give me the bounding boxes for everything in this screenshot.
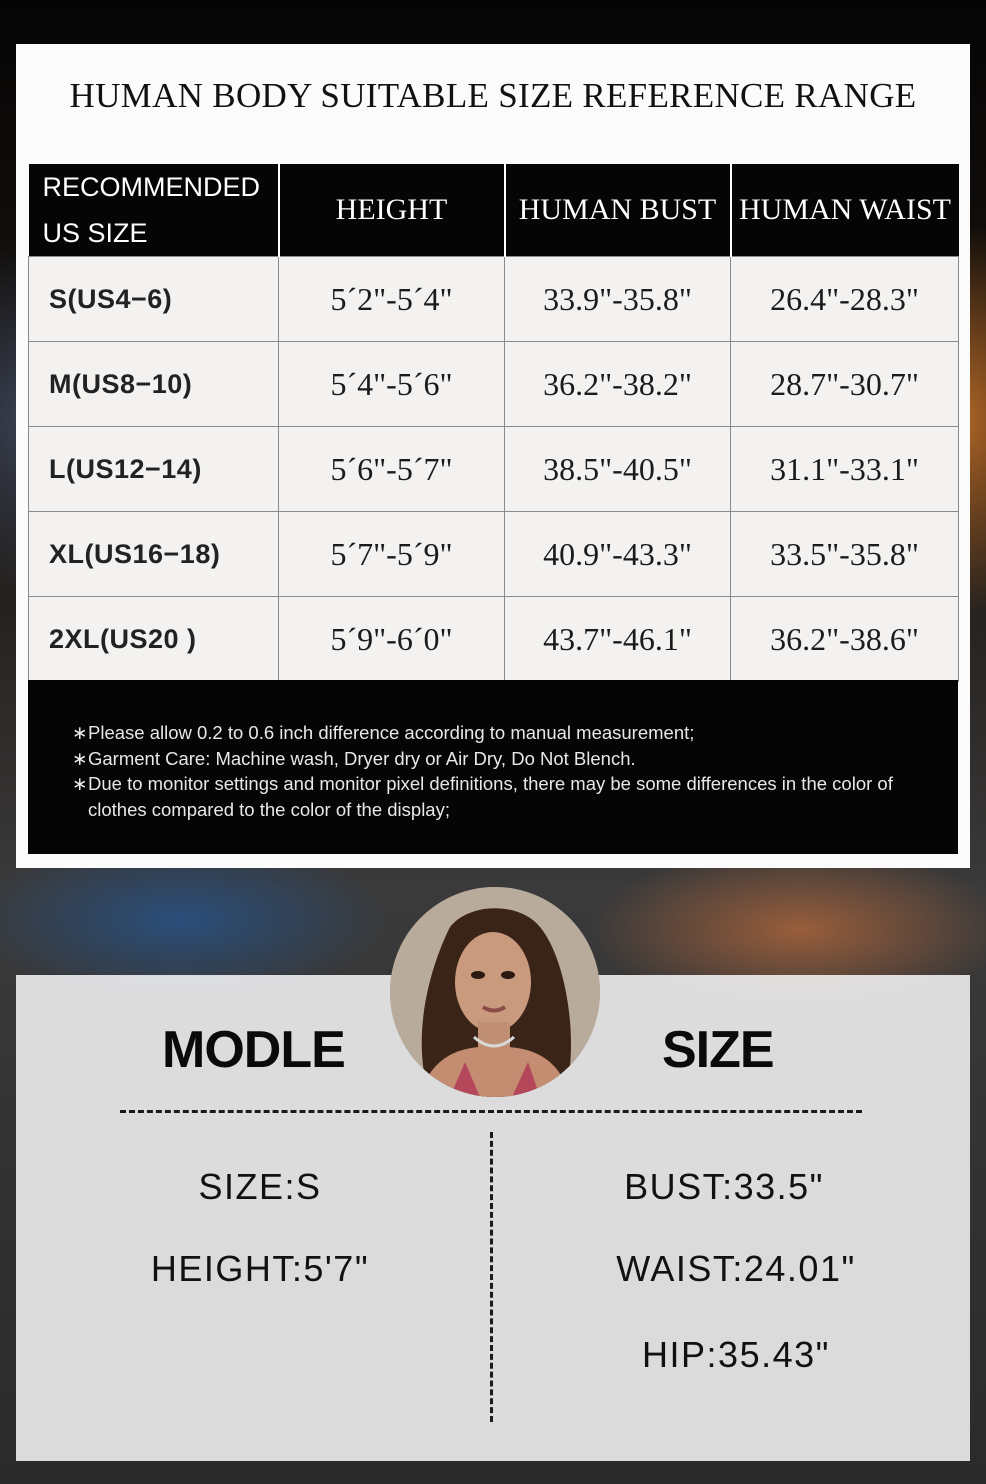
size-cell: M(US8−10) bbox=[29, 342, 279, 427]
vertical-dashed-divider bbox=[490, 1132, 493, 1422]
asterisk-icon: ∗ bbox=[72, 773, 88, 794]
waist-cell: 33.5"-35.8" bbox=[731, 512, 959, 597]
horizontal-dashed-divider bbox=[120, 1110, 862, 1113]
note-text: Garment Care: Machine wash, Dryer dry or Air Dry, Do Not Blench. bbox=[88, 747, 636, 769]
table-header-row bbox=[29, 164, 959, 257]
table-row bbox=[29, 597, 959, 682]
asterisk-icon: ∗ bbox=[72, 722, 88, 743]
model-heading: MODLE bbox=[162, 1021, 345, 1079]
height-cell: 5´6"-5´7" bbox=[279, 427, 505, 512]
bust-cell: 38.5"-40.5" bbox=[505, 427, 731, 512]
header-us-size: US SIZE bbox=[42, 218, 148, 248]
chart-title: HUMAN BODY SUITABLE SIZE REFERENCE RANGE bbox=[69, 76, 917, 115]
size-heading: SIZE bbox=[662, 1021, 774, 1079]
note-item bbox=[72, 720, 918, 746]
table-row bbox=[29, 342, 959, 427]
note-item bbox=[72, 771, 918, 822]
size-cell: S(US4−6) bbox=[29, 257, 279, 342]
waist-cell: 26.4"-28.3" bbox=[731, 257, 959, 342]
notes-box bbox=[28, 680, 958, 854]
model-waist-value: WAIST:24.01" bbox=[616, 1248, 856, 1289]
model-hip-value: HIP:35.43" bbox=[642, 1334, 830, 1375]
size-table bbox=[28, 164, 959, 682]
height-cell: 5´2"-5´4" bbox=[279, 257, 505, 342]
model-size-value: SIZE:S bbox=[198, 1166, 322, 1207]
model-height-value: HEIGHT:5'7" bbox=[150, 1248, 370, 1289]
size-cell: L(US12−14) bbox=[29, 427, 279, 512]
model-portrait-image bbox=[390, 887, 600, 1097]
header-recommended: RECOMMENDED bbox=[42, 172, 261, 202]
bust-cell: 43.7"-46.1" bbox=[505, 597, 731, 682]
bust-cell: 33.9"-35.8" bbox=[505, 257, 731, 342]
note-text: Due to monitor settings and monitor pixel definitions, there may be some differences in the color of clothes compared to the color of the display; bbox=[88, 773, 893, 820]
size-cell: XL(US16−18) bbox=[29, 512, 279, 597]
header-human-bust: HUMAN BUST bbox=[505, 164, 731, 257]
note-item bbox=[72, 746, 918, 772]
asterisk-icon: ∗ bbox=[72, 747, 88, 769]
header-human-waist: HUMAN WAIST bbox=[731, 164, 959, 257]
size-cell: 2XL(US20 ) bbox=[29, 597, 279, 682]
table-row bbox=[29, 427, 959, 512]
header-recommended-us-size bbox=[29, 164, 279, 257]
waist-cell: 36.2"-38.6" bbox=[731, 597, 959, 682]
table-row bbox=[29, 257, 959, 342]
waist-cell: 31.1"-33.1" bbox=[731, 427, 959, 512]
model-bust-value: BUST:33.5" bbox=[624, 1166, 824, 1207]
height-cell: 5´9"-6´0" bbox=[279, 597, 505, 682]
height-cell: 5´4"-5´6" bbox=[279, 342, 505, 427]
note-text: Please allow 0.2 to 0.6 inch difference according to manual measurement; bbox=[88, 722, 695, 743]
bust-cell: 36.2"-38.2" bbox=[505, 342, 731, 427]
table-row bbox=[29, 512, 959, 597]
model-avatar bbox=[390, 887, 600, 1097]
waist-cell: 28.7"-30.7" bbox=[731, 342, 959, 427]
header-height: HEIGHT bbox=[279, 164, 505, 257]
bust-cell: 40.9"-43.3" bbox=[505, 512, 731, 597]
height-cell: 5´7"-5´9" bbox=[279, 512, 505, 597]
